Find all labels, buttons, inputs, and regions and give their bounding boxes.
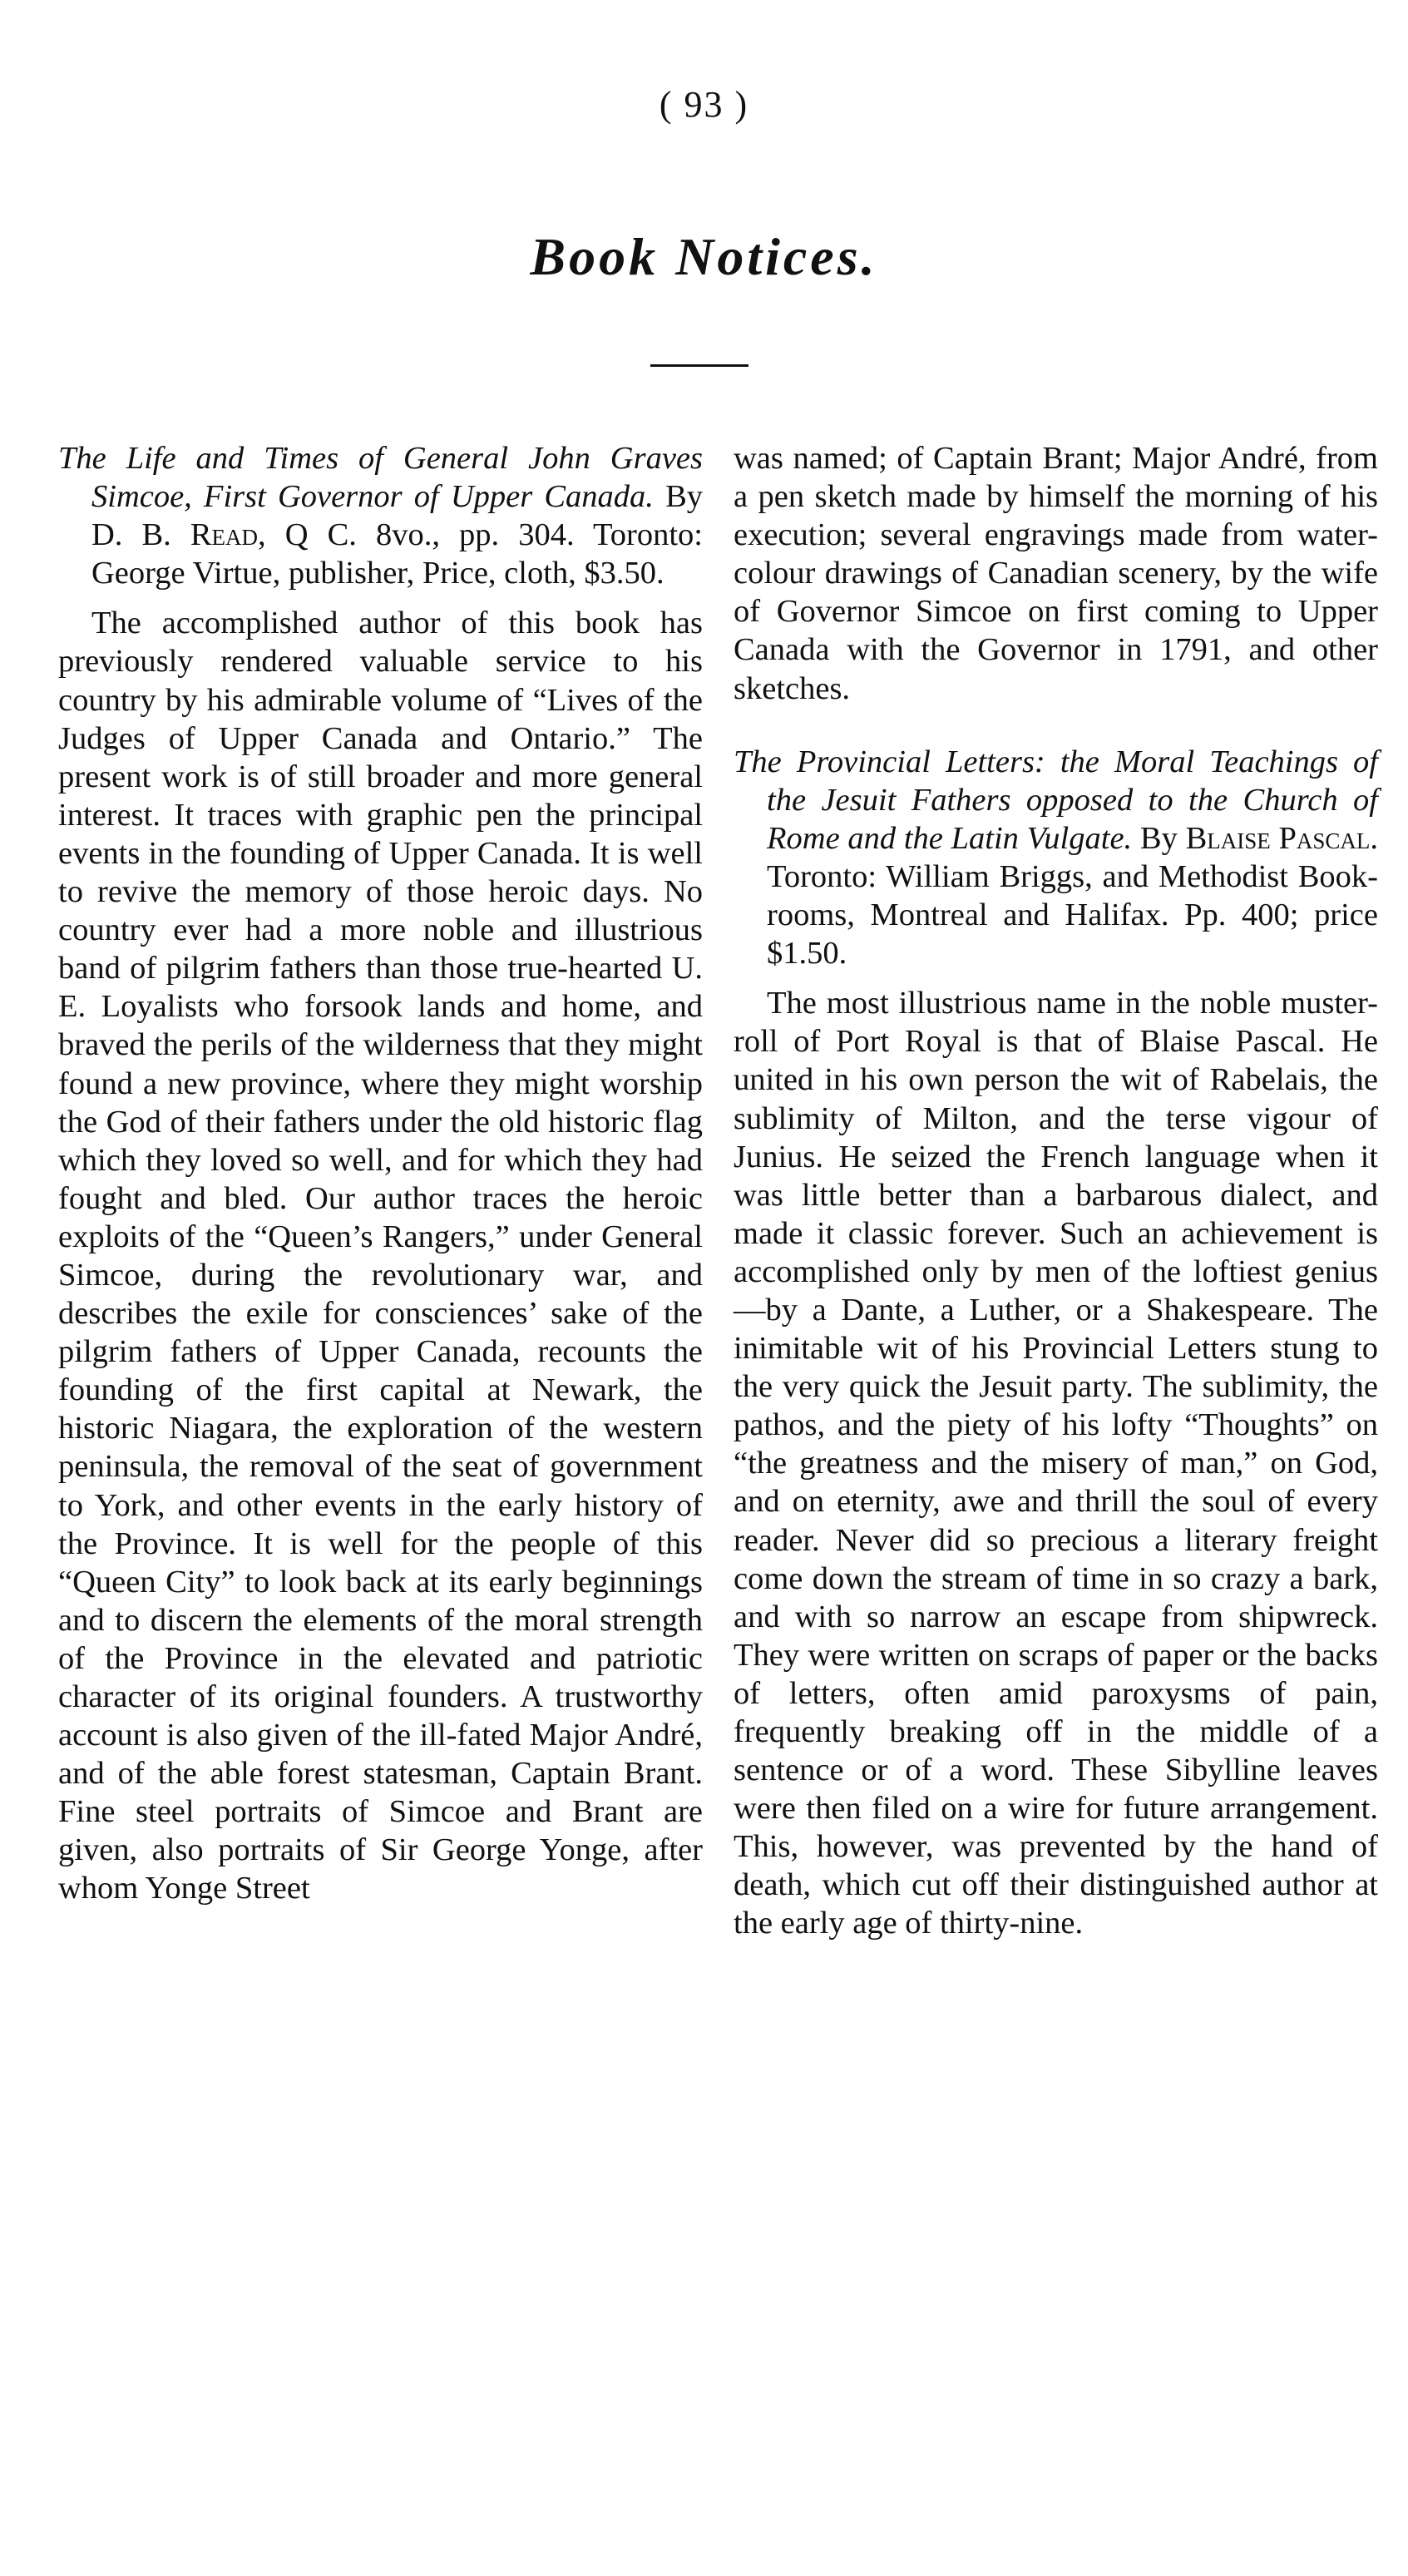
right-column bbox=[734, 439, 1378, 1943]
notice-2-citation bbox=[734, 743, 1378, 973]
page-number: ( 93 ) bbox=[659, 84, 749, 125]
notice-1-by: By D. B. bbox=[91, 479, 704, 553]
notice-2-by: By bbox=[1139, 820, 1178, 856]
notice-2-body: The most illustrious name in the noble muster-roll of Port Royal is that of Blaise Pascal. He united in his own person the wit of Rabelais, the sublimity of Milton, and the terse vigour of Junius. He seized the French language when it was little better than a barbarous dialect, and made it classic forever. Such an achievement is accomplished only by men of the loftiest genius—by a Dante, a Luther, or a Shakespeare. The inimitable wit of his Provincial Letters stung to the very quick the Jesuit party. The sublimity, the pathos, and the piety of his lofty “Thoughts” on “the greatness and the misery of man,” on God, and on eternity, awe and thrill the soul of every reader. Never did so precious a literary freight come down the stream of time in so crazy a bark, and with so narrow an escape from shipwreck. They were written on scraps of paper or the backs of letters, often amid paroxysms of pain, frequently breaking off in the middle of a sentence or of a word. These Sibylline leaves were then filed on a wire for future arrangement. This, however, was prevented by the hand of death, which cut off their distinguished author at the early age of thirty-nine. bbox=[734, 986, 1378, 1941]
heading-divider bbox=[650, 364, 748, 367]
notice-2-author: Blaise Pascal bbox=[1185, 820, 1371, 856]
notice-1-details: , Q C. 8vo., pp. 304. Toronto: George Virtue, publisher, Price, cloth, $3.50. bbox=[91, 517, 703, 591]
notice-2-title: The Provincial Letters: the Moral Teachings of the Jesuit Fathers opposed to the Church of Rome and the Latin Vulgate. bbox=[734, 744, 1378, 856]
notice-1-title: The Life and Times of General John Graves Simcoe, First Governor of Upper Canada. bbox=[58, 441, 703, 515]
notice-2-details: . Toronto: William Briggs, and Methodist Book-rooms, Montreal and Halifax. Pp. 400; price $1.50. bbox=[767, 820, 1379, 972]
page-heading: Book Notices. bbox=[530, 227, 878, 286]
notice-1-body: The accomplished author of this book has previously rendered valuable service to his country by his admirable volume of “Lives of the Judges of Upper Canada and Ontario.” The present work is of still broader and more general interest. It traces with graphic pen the principal events in the founding of Upper Canada. It is well to revive the memory of those heroic days. No country ever had a more noble and illustrious band of pilgrim fathers than those true-hearted U. E. Loyalists who forsook lands and home, and braved the perils of the wilderness that they might found a new province, where they might worship the God of their fathers under the old historic flag which they loved so well, and for which they had fought and bled. Our author traces the heroic exploits of the “Queen’s Rangers,” under General Simcoe, during the revolutionary war, and describes the exile for consciences’ sake of the pilgrim fathers of Upper Canada, recounts the founding of the first capital at Newark, the historic Niagara, the exploration of the western peninsula, the removal of the seat of government to York, and other events in the early history of the Province. It is well for the people of this “Queen City” to look back at its early beginnings and to discern the elements of the moral strength of the Province in the elevated and patriotic character of its original founders. A trustworthy account is also given of the ill-fated Major André, and of the able forest statesman, Captain Brant. Fine steel portraits of Simcoe and Brant are given, also portraits of Sir George Yonge, after whom Yonge Street bbox=[58, 606, 703, 1906]
notice-1-body-continued: was named; of Captain Brant; Major André, from a pen sketch made by himself the morning of his execution; several engravings made from water-colour drawings of Canadian scenery, by the wife of Governor Simcoe on first coming to Upper Canada with the Governor in 1791, and other sketches. bbox=[734, 441, 1378, 706]
left-column bbox=[58, 439, 703, 1908]
notice-1-citation bbox=[58, 439, 703, 592]
notice-1-author: Read bbox=[190, 517, 259, 553]
